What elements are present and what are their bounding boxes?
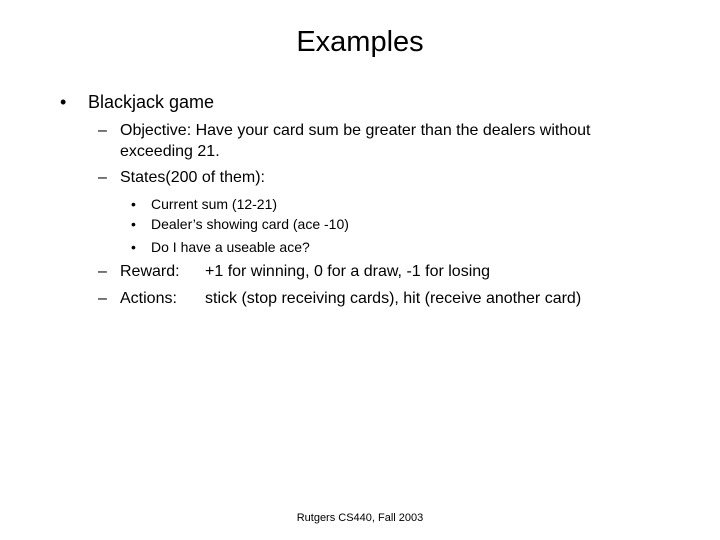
dash-marker: – bbox=[98, 290, 107, 307]
bullet-blackjack-game bbox=[60, 90, 214, 114]
states-sub-item-text: Dealer’s showing card (ace -10) bbox=[151, 216, 349, 232]
slide-footer: Rutgers CS440, Fall 2003 bbox=[296, 512, 424, 524]
dash-marker: – bbox=[98, 122, 107, 139]
states-text: States(200 of them): bbox=[120, 169, 265, 186]
dash-marker: – bbox=[98, 263, 107, 280]
dash-marker: – bbox=[98, 169, 107, 186]
sub-bullet-marker: • bbox=[131, 196, 136, 212]
sub-bullet-marker: • bbox=[131, 216, 136, 232]
slide-title: Examples bbox=[296, 26, 424, 58]
reward-label: Reward: bbox=[120, 263, 180, 280]
actions-label: Actions: bbox=[120, 290, 177, 307]
sub-bullet-marker: • bbox=[131, 239, 136, 255]
bullet-text: Blackjack game bbox=[88, 92, 215, 112]
states-sub-item-text: Do I have a useable ace? bbox=[151, 239, 310, 255]
bullet-marker: • bbox=[60, 92, 67, 112]
reward-value: +1 for winning, 0 for a draw, -1 for losing bbox=[205, 263, 491, 280]
states-sub-item-text: Current sum (12-21) bbox=[151, 196, 278, 212]
actions-value: stick (stop receiving cards), hit (receive another card) bbox=[205, 290, 582, 307]
objective-line-2: exceeding 21. bbox=[120, 143, 220, 160]
objective-line-1: Objective: Have your card sum be greater than the dealers without bbox=[120, 122, 591, 139]
